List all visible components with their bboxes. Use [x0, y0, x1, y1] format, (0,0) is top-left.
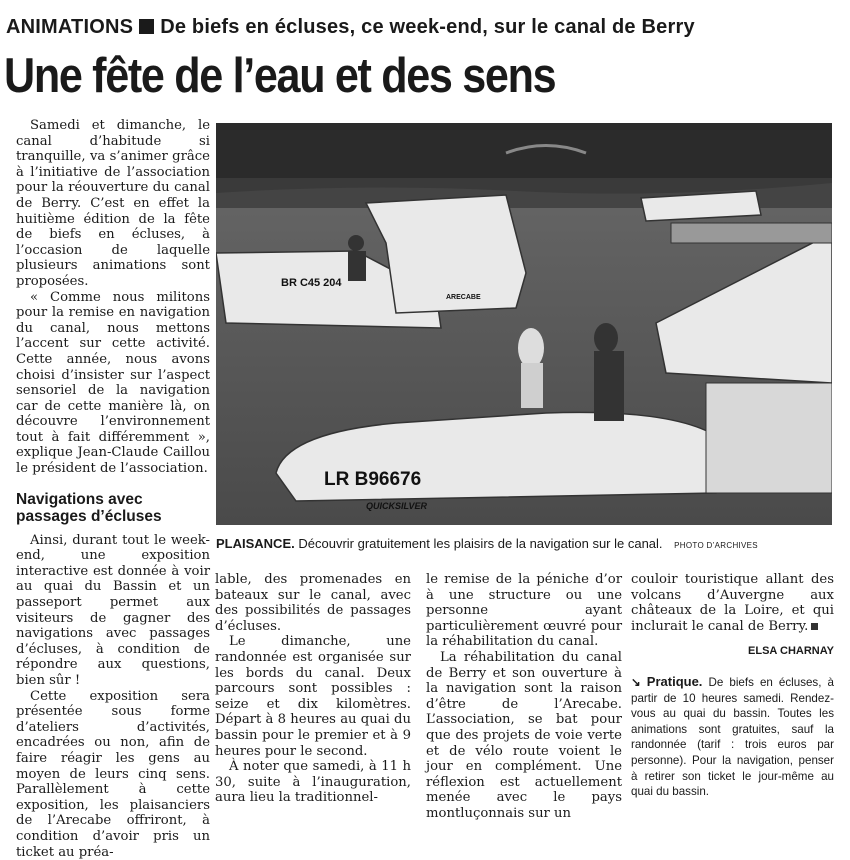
headline: Une fête de l’eau et des sens [4, 49, 556, 103]
body-paragraph-7b [631, 572, 834, 634]
intro-paragraph-1: Samedi et dimanche, le canal d’habitude si tranquille, va s’animer grâce à l’initiative de l’association pour la réouverture du canal de Berry. C’est en effet la huitième édition de la fête de biefs en écluses, à l’occasion de laquelle plusieurs animations sont proposées. [16, 118, 210, 289]
kicker-square-icon [139, 19, 154, 34]
caption-lead: PLAISANCE. [216, 536, 295, 551]
body-paragraph-7b-text: couloir touristique allant des volcans d’Auvergne aux châteaux de la Loire, et qui inclurait le canal de Berry. [631, 572, 834, 634]
end-square-icon [811, 623, 818, 630]
body-paragraph-3: Ainsi, durant tout le week-end, une exposition interactive est donnée à voir au quai du Bassin et un passeport permet aux visiteurs de gagner des navigations avec passages d’écluses, à condition de répondre aux questions, bien sûr ! [16, 532, 210, 688]
kicker-text: De biefs en écluses, ce week-end, sur le canal de Berry [160, 16, 695, 38]
kicker-label: ANIMATIONS [6, 16, 134, 38]
subhead: Navigations avec passages d’écluses [16, 490, 162, 525]
boat2-registration: LR B96676 [324, 469, 422, 490]
kicker [6, 16, 695, 39]
caption-text: Découvrir gratuitement les plaisirs de la navigation sur le canal. [298, 536, 663, 551]
column-4 [631, 572, 834, 800]
boat3-name: ARECABE [446, 294, 481, 301]
boat2-brand: QUICKSILVER [366, 501, 428, 511]
body-paragraph-7: La réhabilitation du canal de Berry et son ouverture à la navigation sont la raison d’être de l’Arecabe. L’association, se bat pour que des projets de voie verte et de vélo route voient le jour en complément. Une réflexion est actuellement menée avec le pays montluçonnais sur un [426, 649, 622, 821]
column-3 [426, 572, 622, 822]
intro-paragraph-2: « Comme nous militons pour la remise en navigation du canal, nous mettons l’accent sur cette activité. Cette année, nous avons choisi d’insister sur l’aspect sensoriel de la navigation car de cette manière là, on découvre l’environnement tout à fait différemment », explique Jean-Claude Caillou le président de l’association. [16, 289, 210, 477]
body-paragraph-6b: le remise de la péniche d’or à une structure ou une personne ayant particulièrement œuvré pour la réhabilitation du canal. [426, 572, 622, 650]
body-paragraph-4b: lable, des promenades en bateaux sur le canal, avec des possibilités de passages d’écluses. [215, 572, 411, 634]
pratique-lead: Pratique. [646, 673, 703, 689]
pratique-text: De biefs en écluses, à partir de 10 heures samedi. Rendez-vous au quai du bassin. Toutes les animations sont gratuites, sauf la randonnée (tarif : trois euros par personne). Pour la navigation, penser à retirer son ticket le jour-même au quai du bassin. [631, 675, 834, 799]
pratique-box [631, 674, 834, 800]
byline: ELSA CHARNAY [748, 645, 834, 658]
body-paragraph-5: Le dimanche, une randonnée est organisée sur les bords du canal. Deux parcours sont possibles : seize et dix kilomètres. Départ à 8 heures au quai du bassin pour le premier et à 9 heures pour le second. [215, 634, 411, 759]
column-2 [215, 572, 411, 806]
boat1-registration: BR C45 204 [281, 277, 342, 289]
arrow-icon: ↘ [631, 675, 641, 689]
photo-caption [216, 536, 832, 551]
photo-boats-canal [216, 123, 832, 525]
intro-column [16, 118, 210, 860]
body-paragraph-6a: À noter que samedi, à 11 h 30, suite à l’inauguration, aura lieu la traditionnel- [215, 759, 411, 806]
caption-credit: PHOTO D’ARCHIVES [674, 541, 758, 550]
body-paragraph-4a: Cette exposition sera présentée sous forme d’ateliers d’activités, encadrées ou non, afin de faire réagir les gens au moyen de leurs cinq sens. Parallèlement à cette exposition, les plaisanciers de l’Arecabe offriront, à condition d’avoir pris un ticket au préa- [16, 688, 210, 860]
